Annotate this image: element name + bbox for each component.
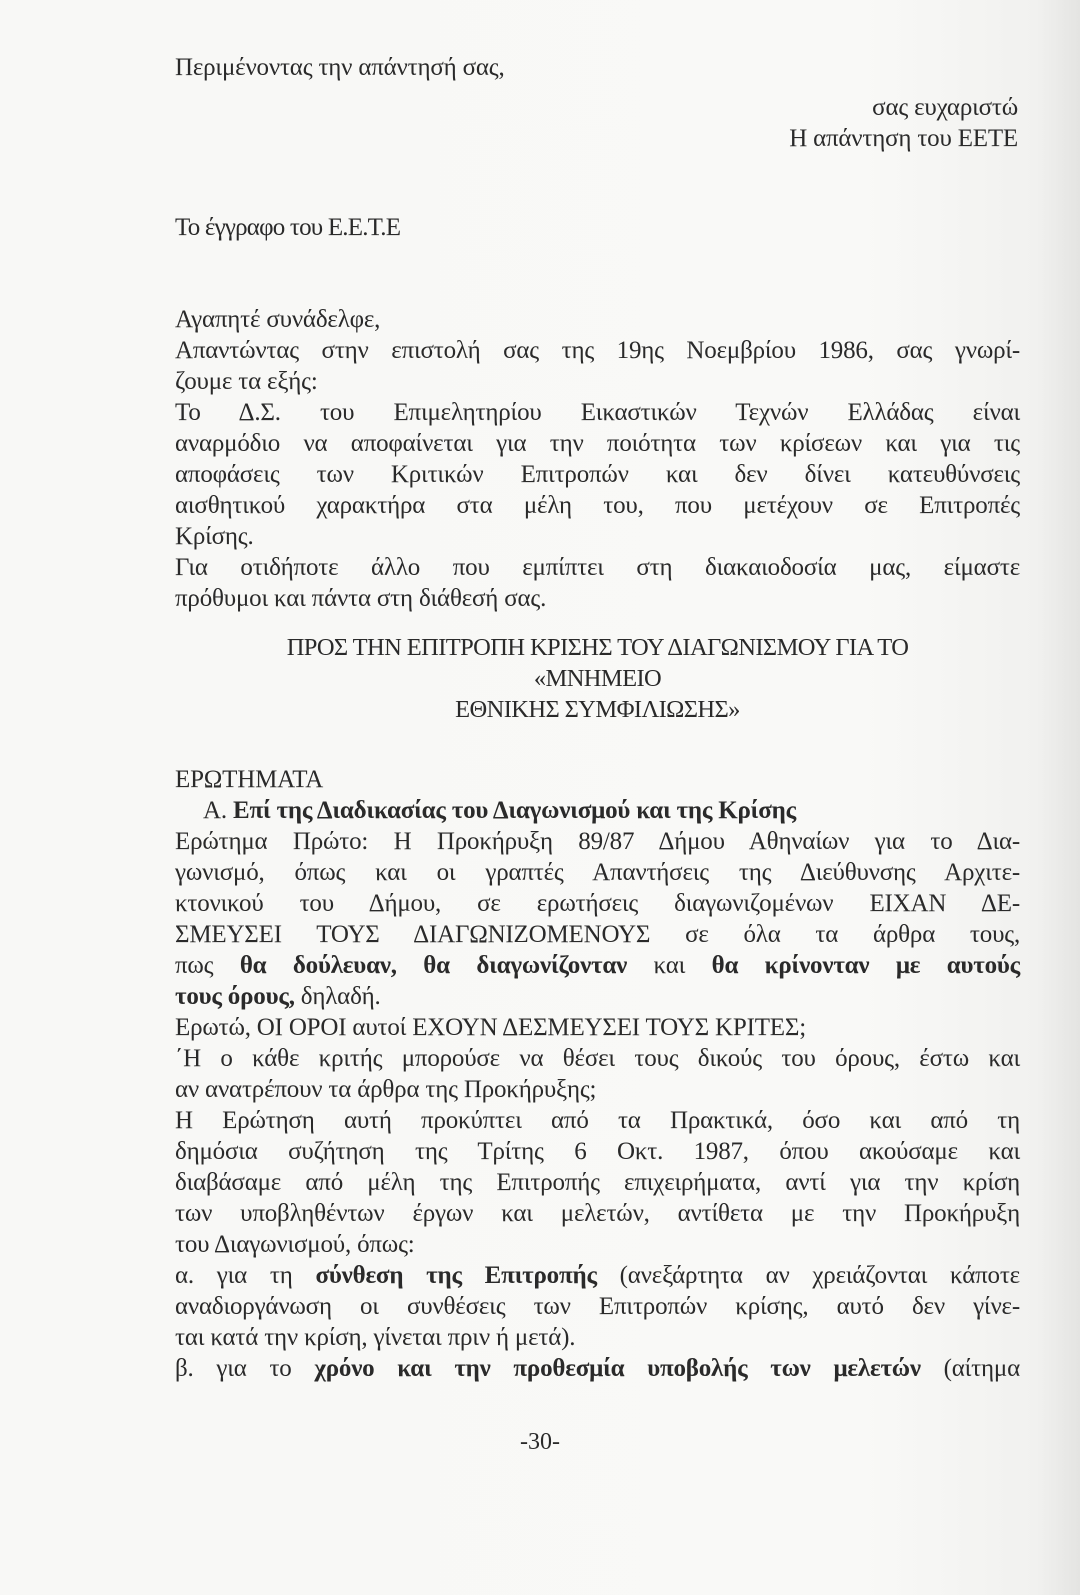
section-a-title [175, 795, 1020, 826]
question-line: ΣΜΕΥΣΕΙ ΤΟΥΣ ΔΙΑΓΩΝΙΖΟΜΕΝΟΥΣ σε όλα τα άρθρα τους, [175, 921, 1020, 948]
questions-title: ΕΡΩΤΗΜΑΤΑ [175, 766, 324, 793]
section-a-heading: Επί της Διαδικασίας του Διαγωνισμού και της Κρίσης [232, 797, 796, 824]
question-line: γωνισμό, όπως και οι γραπτές Απαντήσεις της Διεύθυνσης Αρχιτε- [175, 859, 1020, 886]
closing-thanks: σας ευχαριστώ [872, 94, 1018, 121]
origin-line: του Διαγωνισμού, όπως: [175, 1231, 415, 1258]
questions-section [175, 764, 1020, 1384]
question-line-end [175, 981, 1020, 1012]
ask-line: Ερωτώ, ΟΙ ΟΡΟΙ αυτοί ΕΧΟΥΝ ΔΕΣΜΕΥΣΕΙ ΤΟΥΣ ΚΡΙΤΕΣ; [175, 1014, 806, 1041]
letter-line: αποφάσεις των Κριτικών Επιτροπών και δεν δίνει κατευθύνσεις [175, 461, 1020, 488]
letter-line: Κρίσης. [175, 523, 254, 550]
page-number: -30- [520, 1429, 560, 1455]
item-a-cont: αναδιοργάνωση οι συνθέσεις των Επιτροπών κρίσης, αυτό δεν γίνε- [175, 1293, 1020, 1320]
bold-span: τους όρους, [175, 983, 295, 1010]
origin-line: διαβάσαμε από μέλη της Επιτροπής επιχειρήματα, αντί για την κρίση [175, 1169, 1020, 1196]
text-span: δηλαδή. [294, 983, 381, 1010]
letter-line: πρόθυμοι και πάντα στη διάθεσή σας. [175, 585, 547, 612]
origin-line: Η Ερώτηση αυτή προκύπτει από τα Πρακτικά, όσο και από τη [175, 1107, 1020, 1134]
letter-line: ζουμε τα εξής: [175, 368, 318, 395]
bold-span: χρόνο και την προθεσμία υποβολής των μελετών [314, 1355, 921, 1382]
heading-line-2: «ΜΝΗΜΕΙΟ [533, 665, 662, 692]
text-span: και [627, 952, 712, 979]
letter-line: Για οτιδήποτε άλλο που εμπίπτει στη διακαιοδοσία μας, είμαστε [175, 554, 1020, 581]
or-line: ΄Η ο κάθε κριτής μπορούσε να θέσει τους δικούς του όρους, έστω και [175, 1045, 1020, 1072]
item-a-line [175, 1260, 1020, 1291]
document-title-block [175, 212, 1020, 243]
item-a-cont: ται κατά την κρίση, γίνεται πριν ή μετά). [175, 1324, 576, 1351]
closing-awaiting: Περιμένοντας την απάντησή σας, [175, 54, 505, 81]
closing-block [175, 52, 1020, 83]
text-span: α. για τη [175, 1262, 316, 1289]
section-a-letter: Α. [203, 797, 227, 824]
question-line: Ερώτημα Πρώτο: Η Προκήρυξη 89/87 Δήμου Αθηναίων για το Δια- [175, 828, 1020, 855]
signature-block [175, 92, 1018, 154]
bold-span: θα δούλευαν, θα διαγωνίζονταν [239, 952, 628, 979]
letter-greeting: Αγαπητέ συνάδελφε, [175, 306, 381, 333]
bold-span: θα κρίνονταν με αυτούς [711, 952, 1020, 979]
letter-line: αναρμόδιο να αποφαίνεται για την ποιότητα των κρίσεων και για τις [175, 430, 1020, 457]
or-line: αν ανατρέπουν τα άρθρα της Προκήρυξης; [175, 1076, 597, 1103]
letter-line: Το Δ.Σ. του Επιμελητηρίου Εικαστικών Τεχνών Ελλάδας είναι [175, 399, 1020, 426]
letter-body [175, 304, 1020, 614]
text-span: β. για το [175, 1355, 315, 1382]
heading-line-1: ΠΡΟΣ ΤΗΝ ΕΠΙΤΡΟΠΗ ΚΡΙΣΗΣ ΤΟΥ ΔΙΑΓΩΝΙΣΜΟΥ ΓΙΑ ΤΟ [286, 634, 909, 661]
text-span: (ανεξάρτητα αν χρειάζονται κάποτε [596, 1262, 1020, 1289]
question-line-bold [175, 950, 1020, 981]
letter-line: αισθητικού χαρακτήρα στα μέλη του, που μετέχουν σε Επιτροπές [175, 492, 1020, 519]
origin-line: δημόσια συζήτηση της Τρίτης 6 Οκτ. 1987, όπου ακούσαμε και [175, 1138, 1020, 1165]
question-line: κτονικού του Δήμου, σε ερωτήσεις διαγωνιζομένων ΕΙΧΑΝ ΔΕ- [175, 890, 1020, 917]
section-heading [175, 632, 1020, 725]
document-title: Το έγγραφο του Ε.Ε.Τ.Ε [175, 214, 401, 241]
item-b-line [175, 1353, 1020, 1384]
bold-span: σύνθεση της Επιτροπής [315, 1262, 597, 1289]
heading-line-3: ΕΘΝΙΚΗΣ ΣΥΜΦΙΛΙΩΣΗΣ» [455, 696, 740, 723]
text-span: πως [175, 952, 240, 979]
text-span: (αίτημα [920, 1355, 1020, 1382]
reply-label: Η απάντηση του ΕΕΤΕ [789, 125, 1018, 152]
origin-line: των υποβληθέντων έργων και μελετών, αντίθετα με την Προκήρυξη [175, 1200, 1020, 1227]
letter-line: Απαντώντας στην επιστολή σας της 19ης Νοεμβρίου 1986, σας γνωρί- [175, 337, 1020, 364]
